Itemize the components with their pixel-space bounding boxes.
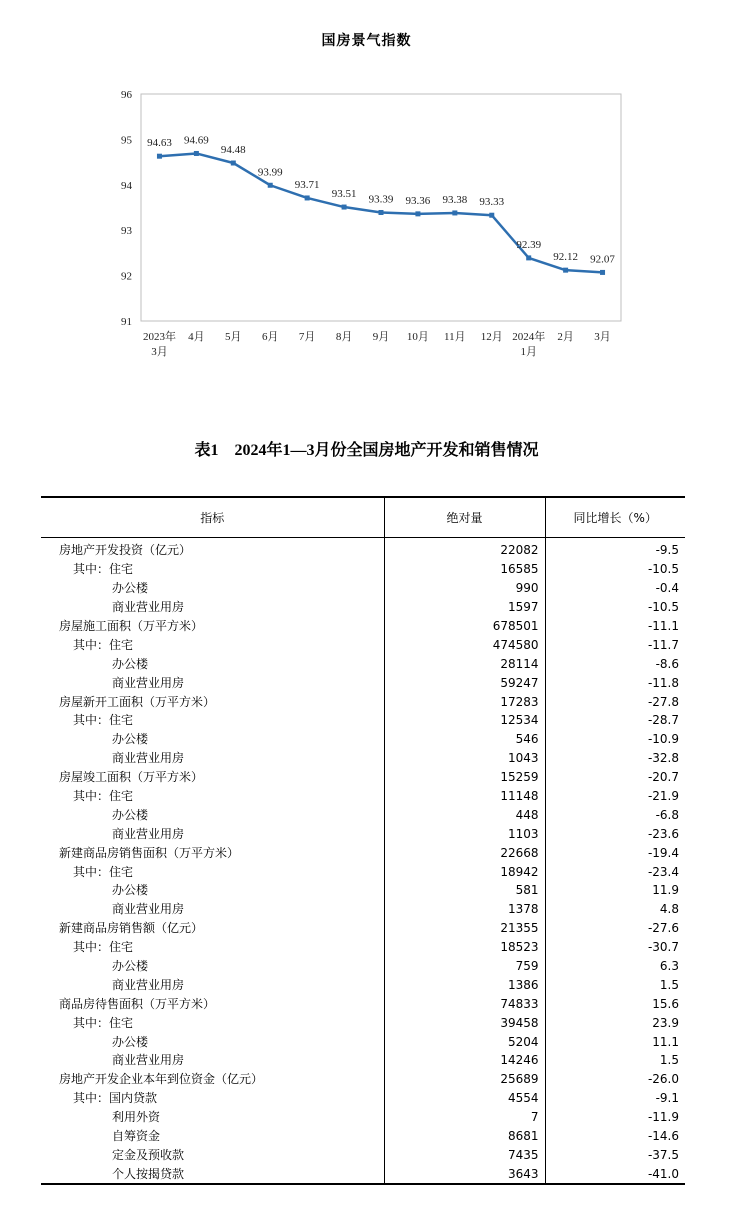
- data-label: 93.33: [479, 196, 505, 209]
- row-growth-rate: -23.4: [545, 862, 685, 881]
- row-indicator: 商业营业用房: [112, 675, 185, 690]
- row-absolute-value: 5204: [384, 1032, 545, 1051]
- x-tick-label: 4月: [188, 331, 205, 343]
- row-growth-rate: 11.9: [545, 881, 685, 900]
- row-absolute-value: 59247: [384, 673, 545, 692]
- table-row: [41, 900, 685, 919]
- x-tick-label: 11月: [444, 331, 466, 343]
- x-tick-label: 2024年 1月: [512, 331, 546, 358]
- row-indicator: 其中：住宅: [73, 1015, 134, 1030]
- row-absolute-value: 17283: [384, 692, 545, 711]
- table-row: [41, 957, 685, 976]
- x-tick-label: 9月: [372, 331, 390, 343]
- row-absolute-value: 14246: [384, 1051, 545, 1070]
- row-growth-rate: -20.7: [545, 768, 685, 787]
- row-absolute-value: 1386: [384, 975, 545, 994]
- data-label: 93.51: [331, 188, 357, 201]
- row-absolute-value: 12534: [384, 711, 545, 730]
- table-title: 表1 2024年1—3月份全国房地产开发和销售情况: [194, 442, 539, 459]
- x-tick-label: 10月: [406, 331, 429, 343]
- row-indicator: 商业营业用房: [112, 751, 185, 766]
- row-absolute-value: 448: [384, 805, 545, 824]
- data-point: [231, 161, 236, 166]
- data-point: [600, 270, 605, 275]
- table-row: [41, 692, 685, 711]
- row-absolute-value: 15259: [384, 768, 545, 787]
- table-row: [41, 579, 685, 598]
- data-point: [194, 151, 199, 156]
- row-absolute-value: 18523: [384, 938, 545, 957]
- row-indicator: 商业营业用房: [112, 1053, 185, 1068]
- row-growth-rate: 11.1: [545, 1032, 685, 1051]
- row-absolute-value: 1103: [384, 824, 545, 843]
- row-growth-rate: -8.6: [545, 654, 685, 673]
- row-absolute-value: 7435: [384, 1146, 545, 1165]
- data-point: [268, 183, 273, 188]
- table-row: [41, 711, 685, 730]
- y-tick-label: 95: [121, 134, 132, 147]
- row-absolute-value: 18942: [384, 862, 545, 881]
- row-indicator: 其中：住宅: [73, 562, 134, 577]
- row-growth-rate: -0.4: [545, 579, 685, 598]
- line-chart: [0, 0, 733, 380]
- x-tick-label: 3月: [594, 331, 611, 343]
- row-absolute-value: 22082: [384, 538, 545, 560]
- row-growth-rate: 4.8: [545, 900, 685, 919]
- row-growth-rate: -14.6: [545, 1127, 685, 1146]
- row-indicator: 其中：住宅: [73, 864, 134, 879]
- data-point: [379, 210, 384, 215]
- table-row: [41, 824, 685, 843]
- table-header-row: [41, 497, 685, 538]
- row-indicator: 新建商品房销售面积（万平方米）: [59, 845, 240, 860]
- table-row: [41, 560, 685, 579]
- row-indicator: 办公楼: [112, 807, 149, 822]
- table-row: [41, 673, 685, 692]
- row-growth-rate: -32.8: [545, 749, 685, 768]
- y-tick-label: 93: [121, 225, 132, 238]
- row-absolute-value: 678501: [384, 617, 545, 636]
- row-indicator: 办公楼: [112, 656, 149, 671]
- data-table: [41, 496, 685, 1185]
- row-absolute-value: 11148: [384, 787, 545, 806]
- row-growth-rate: -21.9: [545, 787, 685, 806]
- row-growth-rate: -27.6: [545, 919, 685, 938]
- row-absolute-value: 4554: [384, 1089, 545, 1108]
- header-growth: 同比增长（%）: [545, 497, 685, 538]
- data-label: 93.38: [442, 193, 468, 206]
- data-point: [305, 195, 310, 200]
- row-absolute-value: 1043: [384, 749, 545, 768]
- y-tick-label: 91: [121, 316, 132, 328]
- row-growth-rate: -19.4: [545, 843, 685, 862]
- row-indicator: 房屋施工面积（万平方米）: [59, 619, 204, 633]
- row-indicator: 个人按揭贷款: [112, 1166, 185, 1181]
- data-label: 93.39: [368, 193, 394, 206]
- row-absolute-value: 21355: [384, 919, 545, 938]
- data-label: 94.48: [220, 144, 246, 157]
- row-indicator: 商业营业用房: [112, 600, 185, 615]
- row-growth-rate: 23.9: [545, 1013, 685, 1032]
- row-indicator: 办公楼: [112, 581, 149, 596]
- row-indicator: 房屋竣工面积（万平方米）: [59, 770, 204, 785]
- row-growth-rate: -6.8: [545, 805, 685, 824]
- table-row: [41, 862, 685, 881]
- table-row: [41, 787, 685, 806]
- data-label: 93.36: [405, 194, 431, 207]
- row-growth-rate: -9.1: [545, 1089, 685, 1108]
- data-label: 92.12: [553, 251, 578, 264]
- chart-title: 国房景气指数: [321, 33, 412, 49]
- table-row: [41, 1032, 685, 1051]
- x-tick-label: 5月: [225, 331, 242, 343]
- row-indicator: 其中：住宅: [73, 637, 134, 652]
- table-row: [41, 938, 685, 957]
- row-indicator: 商业营业用房: [112, 826, 185, 841]
- y-tick-label: 94: [121, 179, 132, 192]
- x-tick-label: 2月: [557, 331, 574, 343]
- table-row: [41, 1127, 685, 1146]
- row-absolute-value: 474580: [384, 635, 545, 654]
- row-growth-rate: 1.5: [545, 1051, 685, 1070]
- row-absolute-value: 7: [384, 1108, 545, 1127]
- plot-area-frame: [141, 94, 621, 321]
- row-indicator: 其中：住宅: [73, 713, 134, 728]
- row-indicator: 办公楼: [112, 883, 149, 898]
- row-absolute-value: 1378: [384, 900, 545, 919]
- data-point: [415, 211, 420, 216]
- row-growth-rate: -11.7: [545, 635, 685, 654]
- row-growth-rate: -27.8: [545, 692, 685, 711]
- row-absolute-value: 759: [384, 957, 545, 976]
- row-indicator: 其中：住宅: [73, 940, 134, 955]
- x-tick-label: 6月: [261, 331, 279, 343]
- row-growth-rate: -26.0: [545, 1070, 685, 1089]
- row-indicator: 自筹资金: [112, 1129, 161, 1144]
- data-point: [342, 205, 347, 210]
- header-indicator: 指标: [41, 497, 384, 538]
- row-growth-rate: -41.0: [545, 1164, 685, 1184]
- data-label: 92.07: [590, 253, 615, 266]
- data-point: [157, 154, 162, 159]
- table-row: [41, 805, 685, 824]
- x-tick-label: 7月: [298, 331, 316, 343]
- row-growth-rate: -23.6: [545, 824, 685, 843]
- row-growth-rate: -10.5: [545, 598, 685, 617]
- table-row: [41, 919, 685, 938]
- data-label: 93.71: [294, 178, 320, 191]
- row-indicator: 其中：国内贷款: [73, 1091, 158, 1106]
- row-absolute-value: 990: [384, 579, 545, 598]
- table-row: [41, 994, 685, 1013]
- table-row: [41, 654, 685, 673]
- data-point: [526, 255, 531, 260]
- data-point: [452, 210, 457, 215]
- table-row: [41, 749, 685, 768]
- header-absolute: 绝对量: [384, 497, 545, 538]
- table-row: [41, 1164, 685, 1184]
- row-absolute-value: 25689: [384, 1070, 545, 1089]
- row-indicator: 商品房待售面积（万平方米）: [59, 996, 216, 1011]
- table-row: [41, 617, 685, 636]
- table-row: [41, 881, 685, 900]
- row-absolute-value: 16585: [384, 560, 545, 579]
- table-row: [41, 1146, 685, 1165]
- row-absolute-value: 8681: [384, 1127, 545, 1146]
- row-indicator: 房地产开发企业本年到位资金（亿元）: [59, 1072, 264, 1087]
- row-absolute-value: 581: [384, 881, 545, 900]
- x-tick-label: 8月: [335, 331, 353, 343]
- row-indicator: 房屋新开工面积（万平方米）: [59, 694, 216, 709]
- row-growth-rate: -9.5: [545, 538, 685, 560]
- table-row: [41, 843, 685, 862]
- table-row: [41, 1013, 685, 1032]
- table-row: [41, 975, 685, 994]
- row-indicator: 办公楼: [112, 732, 149, 747]
- x-tick-label: 12月: [480, 331, 503, 343]
- row-growth-rate: 6.3: [545, 957, 685, 976]
- data-point: [489, 213, 494, 218]
- y-tick-label: 96: [121, 89, 132, 101]
- data-point: [563, 268, 568, 273]
- data-label: 93.99: [257, 166, 283, 179]
- row-growth-rate: -11.8: [545, 673, 685, 692]
- row-growth-rate: 1.5: [545, 975, 685, 994]
- row-growth-rate: -11.9: [545, 1108, 685, 1127]
- row-growth-rate: 15.6: [545, 994, 685, 1013]
- row-indicator: 房地产开发投资（亿元）: [59, 543, 192, 558]
- row-indicator: 新建商品房销售额（亿元）: [59, 921, 204, 936]
- table-row: [41, 1089, 685, 1108]
- row-absolute-value: 39458: [384, 1013, 545, 1032]
- row-absolute-value: 546: [384, 730, 545, 749]
- table-row: [41, 768, 685, 787]
- row-indicator: 办公楼: [112, 959, 149, 974]
- table-row: [41, 730, 685, 749]
- row-indicator: 商业营业用房: [112, 977, 185, 992]
- table-row: [41, 635, 685, 654]
- row-indicator: 利用外资: [112, 1110, 161, 1125]
- row-absolute-value: 28114: [384, 654, 545, 673]
- x-tick-label: 2023年 3月: [142, 331, 176, 358]
- row-growth-rate: -10.9: [545, 730, 685, 749]
- row-growth-rate: -11.1: [545, 617, 685, 636]
- table-row: [41, 538, 685, 560]
- table-row: [41, 1070, 685, 1089]
- row-growth-rate: -28.7: [545, 711, 685, 730]
- table-row: [41, 1051, 685, 1070]
- data-label: 92.39: [516, 238, 542, 251]
- row-growth-rate: -10.5: [545, 560, 685, 579]
- data-label: 94.63: [147, 137, 172, 150]
- row-indicator: 办公楼: [112, 1034, 149, 1049]
- row-growth-rate: -37.5: [545, 1146, 685, 1165]
- row-absolute-value: 22668: [384, 843, 545, 862]
- row-growth-rate: -30.7: [545, 938, 685, 957]
- table-row: [41, 1108, 685, 1127]
- row-indicator: 定金及预收款: [112, 1147, 185, 1162]
- row-absolute-value: 3643: [384, 1164, 545, 1184]
- data-label: 94.69: [184, 134, 209, 147]
- row-indicator: 其中：住宅: [73, 789, 134, 804]
- row-indicator: 商业营业用房: [112, 902, 185, 917]
- y-tick-label: 92: [121, 270, 132, 283]
- table-row: [41, 598, 685, 617]
- row-absolute-value: 74833: [384, 994, 545, 1013]
- row-absolute-value: 1597: [384, 598, 545, 617]
